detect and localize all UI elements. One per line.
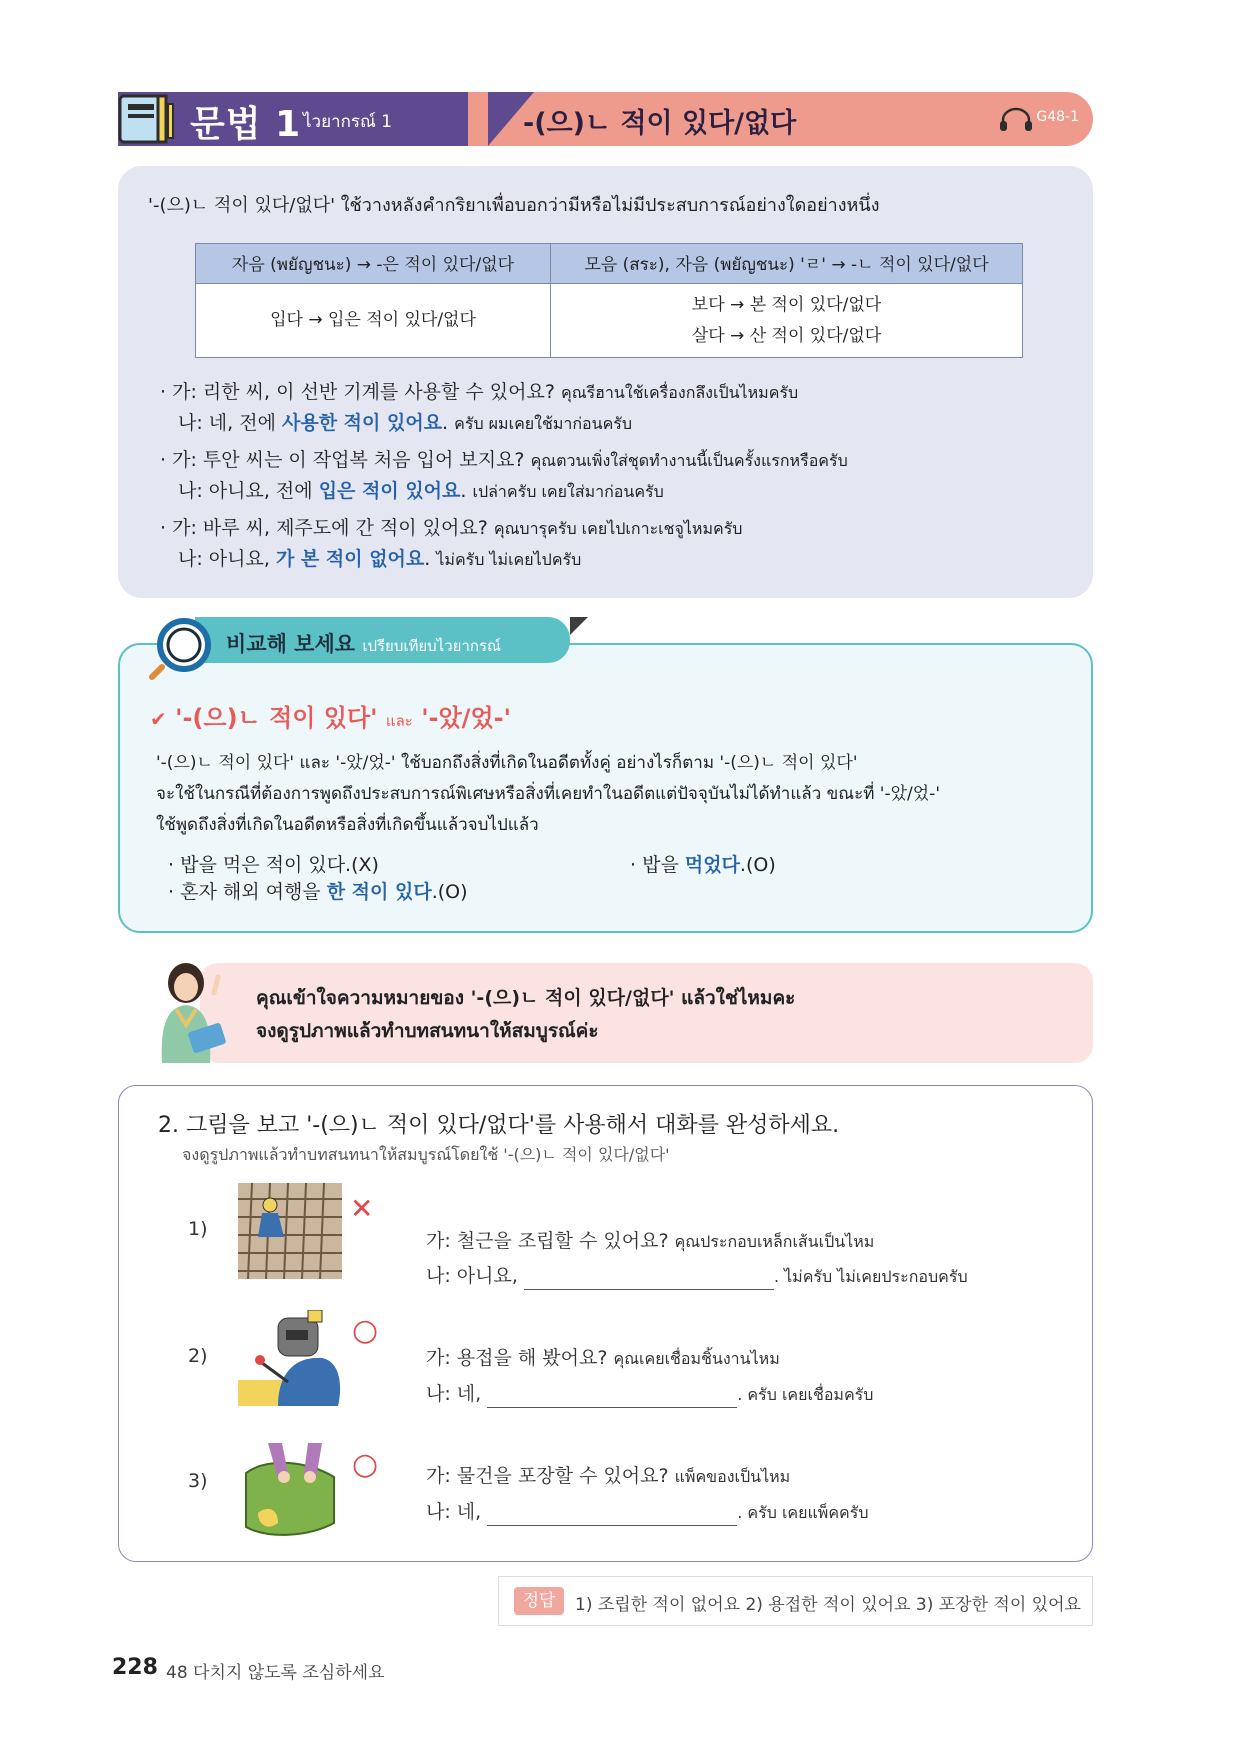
audio-track-code: G48-1 <box>1036 109 1079 125</box>
answer-blank[interactable] <box>524 1270 774 1290</box>
item-question: 가: 용접을 해 봤어요? คุณเคยเชื่อมชิ้นงานไหม <box>426 1347 780 1369</box>
rebar-worker-picture <box>238 1183 342 1279</box>
compare-example: · 밥을 먹은 적이 있다.(X) <box>168 854 379 876</box>
lesson-title-thai: ไวยากรณ์ 1 <box>303 112 393 132</box>
circle-mark-icon: ○ <box>352 1313 379 1348</box>
table-cell-consonant-example: 입다 → 입은 적이 있다/없다 <box>196 284 551 358</box>
magnifier-icon <box>148 615 214 681</box>
item-question: 가: 철근을 조립할 수 있어요? คุณประกอบเหล็กเส้นเป็นไหม <box>426 1230 875 1252</box>
exercise-subtitle: จงดูรูปภาพแล้วทำบทสนทนาให้สมบูรณ์โดยใช้ '-(으)ㄴ 적이 있다/없다' <box>182 1145 670 1164</box>
exercise-title: 2. 그림을 보고 '-(으)ㄴ 적이 있다/없다'를 사용해서 대화를 완성하세요. <box>158 1113 840 1138</box>
answer-label: 정답 <box>514 1587 564 1615</box>
cross-mark-icon: ✕ <box>350 1192 374 1225</box>
example-question: · 가: 투안 씨는 이 작업복 처음 입어 보지요? คุณตวนเพิ่งใส่ชุดทำงานนี้เป็นครั้งแรกหรือครับ <box>160 449 848 471</box>
conjugation-table <box>195 243 1023 358</box>
item-answer: 나: 네, . ครับ เคยเชื่อมครับ <box>426 1379 873 1408</box>
item-question: 가: 물건을 포장할 수 있어요? แพ็คของเป็นไหม <box>426 1465 791 1487</box>
answer-text: 1) 조립한 적이 없어요 2) 용접한 적이 있어요 3) 포장한 적이 있어요 <box>575 1595 1081 1615</box>
answer-key <box>498 1576 1093 1626</box>
book-icon <box>118 92 174 146</box>
table-header-consonant: 자음 (พยัญชนะ) → -은 적이 있다/없다 <box>196 244 551 284</box>
grammar-point: -(으)ㄴ 적이 있다/없다 <box>523 108 797 139</box>
grammar-description: '-(으)ㄴ 적이 있다/없다' ใช้วางหลังคำกริยาเพื่อบอกว่ามีหรือไม่มีประสบการณ์อย่างใดอย่างหนึ่ง <box>148 195 880 216</box>
answer-blank[interactable] <box>487 1506 737 1526</box>
headphones-icon[interactable] <box>999 106 1033 132</box>
item-number: 2) <box>188 1345 208 1367</box>
compare-heading: ✔ '-(으)ㄴ 적이 있다' และ '-았/었-' <box>150 704 511 732</box>
item-number: 3) <box>188 1470 208 1492</box>
example-dialogue <box>160 445 1060 507</box>
lesson-title: 문법 1 <box>190 104 302 145</box>
item-answer: 나: 네, . ครับ เคยแพ็คครับ <box>426 1497 869 1526</box>
item-number: 1) <box>188 1218 208 1240</box>
item-answer: 나: 아니요, . ไม่ครับ ไม่เคยประกอบครับ <box>426 1261 968 1290</box>
example-dialogues <box>160 377 1060 575</box>
answer-blank[interactable] <box>487 1388 737 1408</box>
circle-mark-icon: ○ <box>352 1447 379 1482</box>
grammar-header <box>118 92 1093 146</box>
compare-example: · 밥을 먹었다.(O) <box>630 854 776 876</box>
packing-picture <box>238 1443 342 1539</box>
instruction-text: คุณเข้าใจความหมายของ '-(으)ㄴ 적이 있다/없다' แล้วใช่ไหมคะ จงดูรูปภาพแล้วทำบทสนทนาให้สมบูรณ์ค่ะ <box>256 987 796 1042</box>
compare-example: · 혼자 해외 여행을 한 적이 있다.(O) <box>168 881 468 903</box>
example-question: · 가: 리한 씨, 이 선반 기계를 사용할 수 있어요? คุณรีฮานใช้เครื่องกลึงเป็นไหมครับ <box>160 381 799 403</box>
table-example-row: 보다 → 본 적이 있다/없다 <box>691 294 882 315</box>
compare-description: '-(으)ㄴ 적이 있다' และ '-았/었-' ใช้บอกถึงสิ่งที่เกิดในอดีตทั้งคู่ อย่างไรก็ตาม '-(으)ㄴ 적이 있다' จะใช้ในกรณีที่ต้องการพูดถึงประสบการณ์พิเศษหรือสิ่งที่เคยทำในอดีตแต่ปัจจุบันไม่ได้ทำแล้ว ขณะที่ '-았/었-' ใช้พูดถึงสิ่งที่เกิดในอดีตหรือสิ่งที่เกิดขึ้นแล้วจบไปแล้ว <box>156 753 940 835</box>
table-cell-vowel-examples <box>551 284 1023 358</box>
example-answer: 나: 아니요, 전에 입은 적이 있어요. เปล่าครับ เคยใส่มาก่อนครับ <box>178 480 664 502</box>
example-answer: 나: 네, 전에 사용한 적이 있어요. ครับ ผมเคยใช้มาก่อนครับ <box>178 412 633 434</box>
example-answer: 나: 아니요, 가 본 적이 없어요. ไม่ครับ ไม่เคยไปครับ <box>178 548 582 570</box>
table-header-vowel: 모음 (สระ), 자음 (พยัญชนะ) 'ㄹ' → -ㄴ 적이 있다/없다 <box>551 244 1023 284</box>
teacher-illustration <box>148 963 238 1063</box>
page-number: 228 <box>112 1655 158 1680</box>
chapter-title: 48 다치지 않도록 조심하세요 <box>166 1663 385 1683</box>
check-icon: ✔ <box>150 707 167 731</box>
tab-fold <box>570 617 588 635</box>
compare-tab-label: 비교해 보세요 เปรียบเทียบไวยากรณ์ <box>226 632 501 656</box>
welder-picture <box>238 1310 342 1406</box>
example-dialogue <box>160 513 1060 575</box>
example-question: · 가: 바루 씨, 제주도에 간 적이 있어요? คุณบารุครับ เคยไปเกาะเชจูไหมครับ <box>160 517 743 539</box>
table-example-row: 살다 → 산 적이 있다/없다 <box>691 325 882 346</box>
example-dialogue <box>160 377 1060 439</box>
